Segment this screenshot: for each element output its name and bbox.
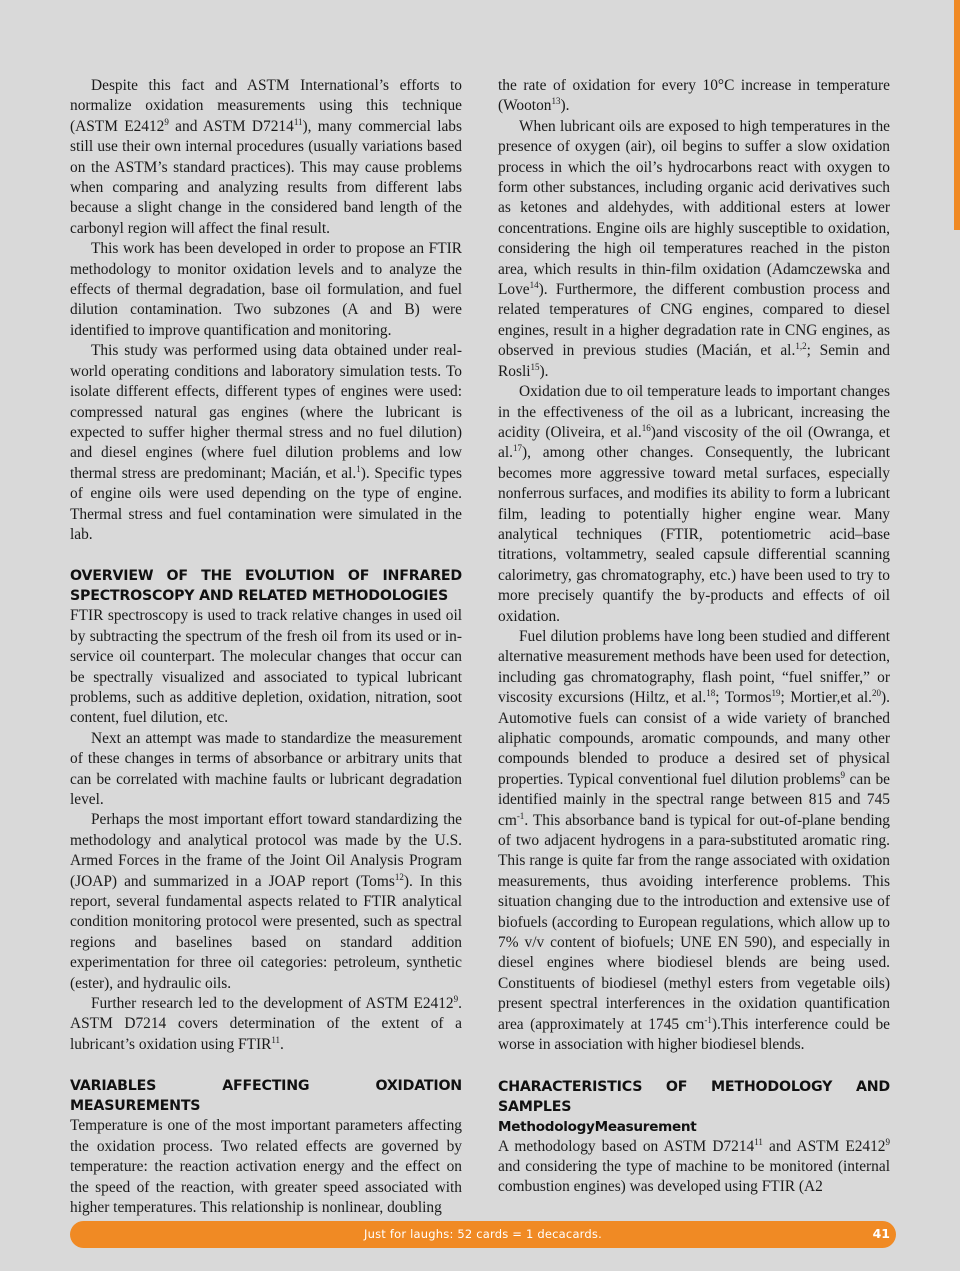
citation-superscript: 17 xyxy=(512,443,522,454)
citation-superscript: 1 xyxy=(356,463,361,474)
footer-bar xyxy=(70,1221,896,1248)
text-run: . ASTM D7214 covers determination of the extent of a lubricant’s oxidation using FTIR xyxy=(70,995,462,1053)
text-run: ; Mortier,et al. xyxy=(780,689,873,707)
section-heading-overview: OVERVIEW OF THE EVOLUTION OF INFRARED SPECTROSCOPY AND RELATED METHODOLOGIES xyxy=(70,568,462,605)
paragraph xyxy=(70,810,462,994)
accent-stripe xyxy=(954,0,960,1271)
citation-superscript: 1,2 xyxy=(795,341,807,352)
page-number: 41 xyxy=(872,1226,890,1241)
citation-superscript: 9 xyxy=(840,769,845,780)
citation-superscript: 19 xyxy=(771,688,781,699)
paragraph: Next an attempt was made to standardize the measurement of these changes in terms of absorbance or arbitrary units that can be correlated with machine faults or lubricant degradation level. xyxy=(70,729,462,808)
paragraph xyxy=(70,994,462,1055)
text-run: and ASTM D7214 xyxy=(168,117,294,135)
text-run: and considering the type of machine to be monitored (internal combustion engines) was developed using FTIR (A2 xyxy=(498,1157,890,1196)
text-run: Oxidation due to oil temperature leads to important changes in the effectiveness of the oil as a lubricant, increasing the acidity (Oliveira, et al. xyxy=(498,383,890,441)
paragraph: This work has been developed in order to propose an FTIR methodology to monitor oxidation levels and to analyze the effects of thermal degradation, base oil formulation, and fuel dilution contamination. Two subzones (A and B) were identified to improve quantification and monitoring. xyxy=(70,240,462,339)
text-run: ).This interference could be worse in association with higher biodiesel blends. xyxy=(498,1015,890,1054)
paragraph xyxy=(498,76,890,117)
text-run: ). Specific types of engine oils were used depending on the type of engine. Thermal stress and fuel contamination were simulated in the lab. xyxy=(70,464,462,543)
citation-superscript: -1 xyxy=(516,810,525,821)
citation-superscript: 11 xyxy=(754,1136,763,1147)
citation-superscript: 15 xyxy=(530,361,540,372)
text-run: . This absorbance band is typical for out-of-plane bending of two adjacent hydrogens in a para-substituted aromatic ring. This range is quite far from the range associated with oxidation measurements, thus avoiding interference problems. This situation changing due to the introduction and extensive use of biofuels (according to European regulations, which allow up to 7% v/v content of biofuels; UNE EN 590), and especially in diesel engines where biodiesel blends are being used. Constituents of biodiesel (methyl esters from vegetable oils) present spectral interferences in the oxidation quantification area (approximately at 1745 cm xyxy=(498,811,890,1033)
text-run: )and viscosity of the oil (Owranga, et al. xyxy=(498,423,890,462)
citation-superscript: 13 xyxy=(551,96,561,107)
citation-superscript: 9 xyxy=(164,116,169,127)
right-column xyxy=(498,76,890,1198)
text-run: and ASTM E2412 xyxy=(762,1137,886,1155)
text-run: When lubricant oils are exposed to high temperatures in the presence of oxygen (air), oil begins to suffer a slow oxidation process in which the oil’s hydrocarbons react with oxygen to form other substances, including organic acid derivatives such as ketones and aldehydes, with additional esters at lower concentrations. Engine oils are highly susceptible to oxidation, considering the high oil temperatures reached in the piston area, which results in thin-film oxidation (Adamczewska and Love xyxy=(498,117,890,299)
paragraph xyxy=(70,341,462,545)
paragraph xyxy=(498,627,890,1056)
paragraph: Temperature is one of the most important parameters affecting the oxidation process. Two related effects are governed by temperature: the reaction activation energy and the effect on the speed of the reaction, with greater speed associated with higher temperatures. This relationship is nonlinear, doubling xyxy=(70,1117,462,1216)
citation-superscript: 14 xyxy=(529,280,539,291)
section-heading-variables: VARIABLES AFFECTING OXIDATION MEASUREMENTS xyxy=(70,1078,462,1115)
text-run: ; Semin and Rosli xyxy=(498,342,891,380)
footer-joke: Just for laughs: 52 cards = 1 decacards. xyxy=(364,1227,602,1241)
text-run: Fuel dilution problems have long been studied and different alternative measurement methods have been used for detection, including gas chromatography, flash point, “fuel sniffer,” or viscosity excursions (Hiltz, et al. xyxy=(498,627,890,707)
text-run: Perhaps the most important effort toward standardizing the methodology and analytical protocol was made by the U.S. Armed Forces in the frame of the Joint Oil Analysis Program (JOAP) and summarized in a JOAP report (Toms xyxy=(70,811,462,890)
text-run: . xyxy=(280,1035,284,1053)
paragraph xyxy=(498,382,890,627)
text-run: ). Automotive fuels can consist of a wide variety of branched aliphatic compounds, aromatic compounds, and many other compounds blended to produce a desired set of physical properties. Typical conventional fuel dilution problems xyxy=(498,689,891,788)
citation-superscript: 9 xyxy=(453,994,459,1005)
citation-superscript: -1 xyxy=(704,1014,712,1025)
text-run: A methodology based on ASTM D7214 xyxy=(498,1137,755,1155)
citation-superscript: 12 xyxy=(394,871,404,882)
citation-superscript: 11 xyxy=(271,1034,281,1045)
text-run: ), many commercial labs still use their own internal procedures (usually variations based on the ASTM’s standard practices). This may cause problems when comparing and analyzing results from different labs because a slight change in the considered band length of the carbonyl region will affect the final result. xyxy=(70,117,462,237)
paragraph xyxy=(498,117,890,382)
paragraph: FTIR spectroscopy is used to track relative changes in used oil by subtracting the spectrum of the fresh oil from its used or in-service oil counterpart. The molecular changes that occur can be spectrally visualized and associated to typical lubricant problems, such as additive depletion, oxidation, nitration, soot content, fuel dilution, etc. xyxy=(70,607,462,727)
section-heading-characteristics: CHARACTERISTICS OF METHODOLOGY AND SAMPLES xyxy=(498,1078,890,1115)
subsection-heading-methodology: MethodologyMeasurement xyxy=(498,1118,697,1135)
text-run: ). xyxy=(560,97,570,115)
citation-superscript: 18 xyxy=(706,688,716,699)
text-run: ), among other changes. Consequently, the lubricant becomes more aggressive toward metal surfaces, especially nonferrous surfaces, and modifies its ability to form a lubricant film, leading to potentially higher engine wear. Many analytical techniques (FTIR, potentiometric acid–base titrations, voltammetry, sealed capsule differential scanning calorimetry, gas chromatography, etc.) have been used to try to more precisely quantify the by-products and effects of oil oxidation. xyxy=(498,444,890,625)
citation-superscript: 11 xyxy=(293,116,303,127)
left-column xyxy=(70,76,462,1218)
text-run: can be identified mainly in the spectral range between 815 and 745 cm xyxy=(498,770,890,829)
text-run: This study was performed using data obtained under real-world operating conditions and laboratory simulation tests. To isolate different effects, different types of engines were used: compressed natural gas engines (where the lubricant is expected to suffer higher thermal stress and no fuel dilution) and diesel engines (where fuel dilution problems and low thermal stress are predominant; Macián, et al. xyxy=(70,342,462,482)
citation-superscript: 9 xyxy=(885,1136,890,1147)
text-run: Despite this fact and ASTM International’s efforts to normalize oxidation measurements using this technique (ASTM E2412 xyxy=(70,77,462,135)
citation-superscript: 20 xyxy=(872,688,882,699)
text-run: ). In this report, several fundamental aspects related to FTIR analytical condition monitoring protocol were presented, such as spectral regions and baselines based on standard addition experimentation for three oil categories: petroleum, synthetic (ester), and hydraulic oils. xyxy=(70,872,462,992)
text-run: ). xyxy=(539,362,549,380)
paragraph xyxy=(70,76,462,239)
text-run: ; Tormos xyxy=(715,689,772,707)
paragraph xyxy=(498,1137,890,1198)
citation-superscript: 16 xyxy=(641,422,651,433)
text-run: Further research led to the development of ASTM E2412 xyxy=(91,995,454,1013)
text-run: the rate of oxidation for every 10°C increase in temperature (Wooton xyxy=(498,77,890,115)
text-run: ). Furthermore, the different combustion process and related temperatures of CNG engines, compared to diesel engines, result in a higher degradation rate in CNG engines, as observed in previous studies (Macián, et al. xyxy=(498,281,890,360)
